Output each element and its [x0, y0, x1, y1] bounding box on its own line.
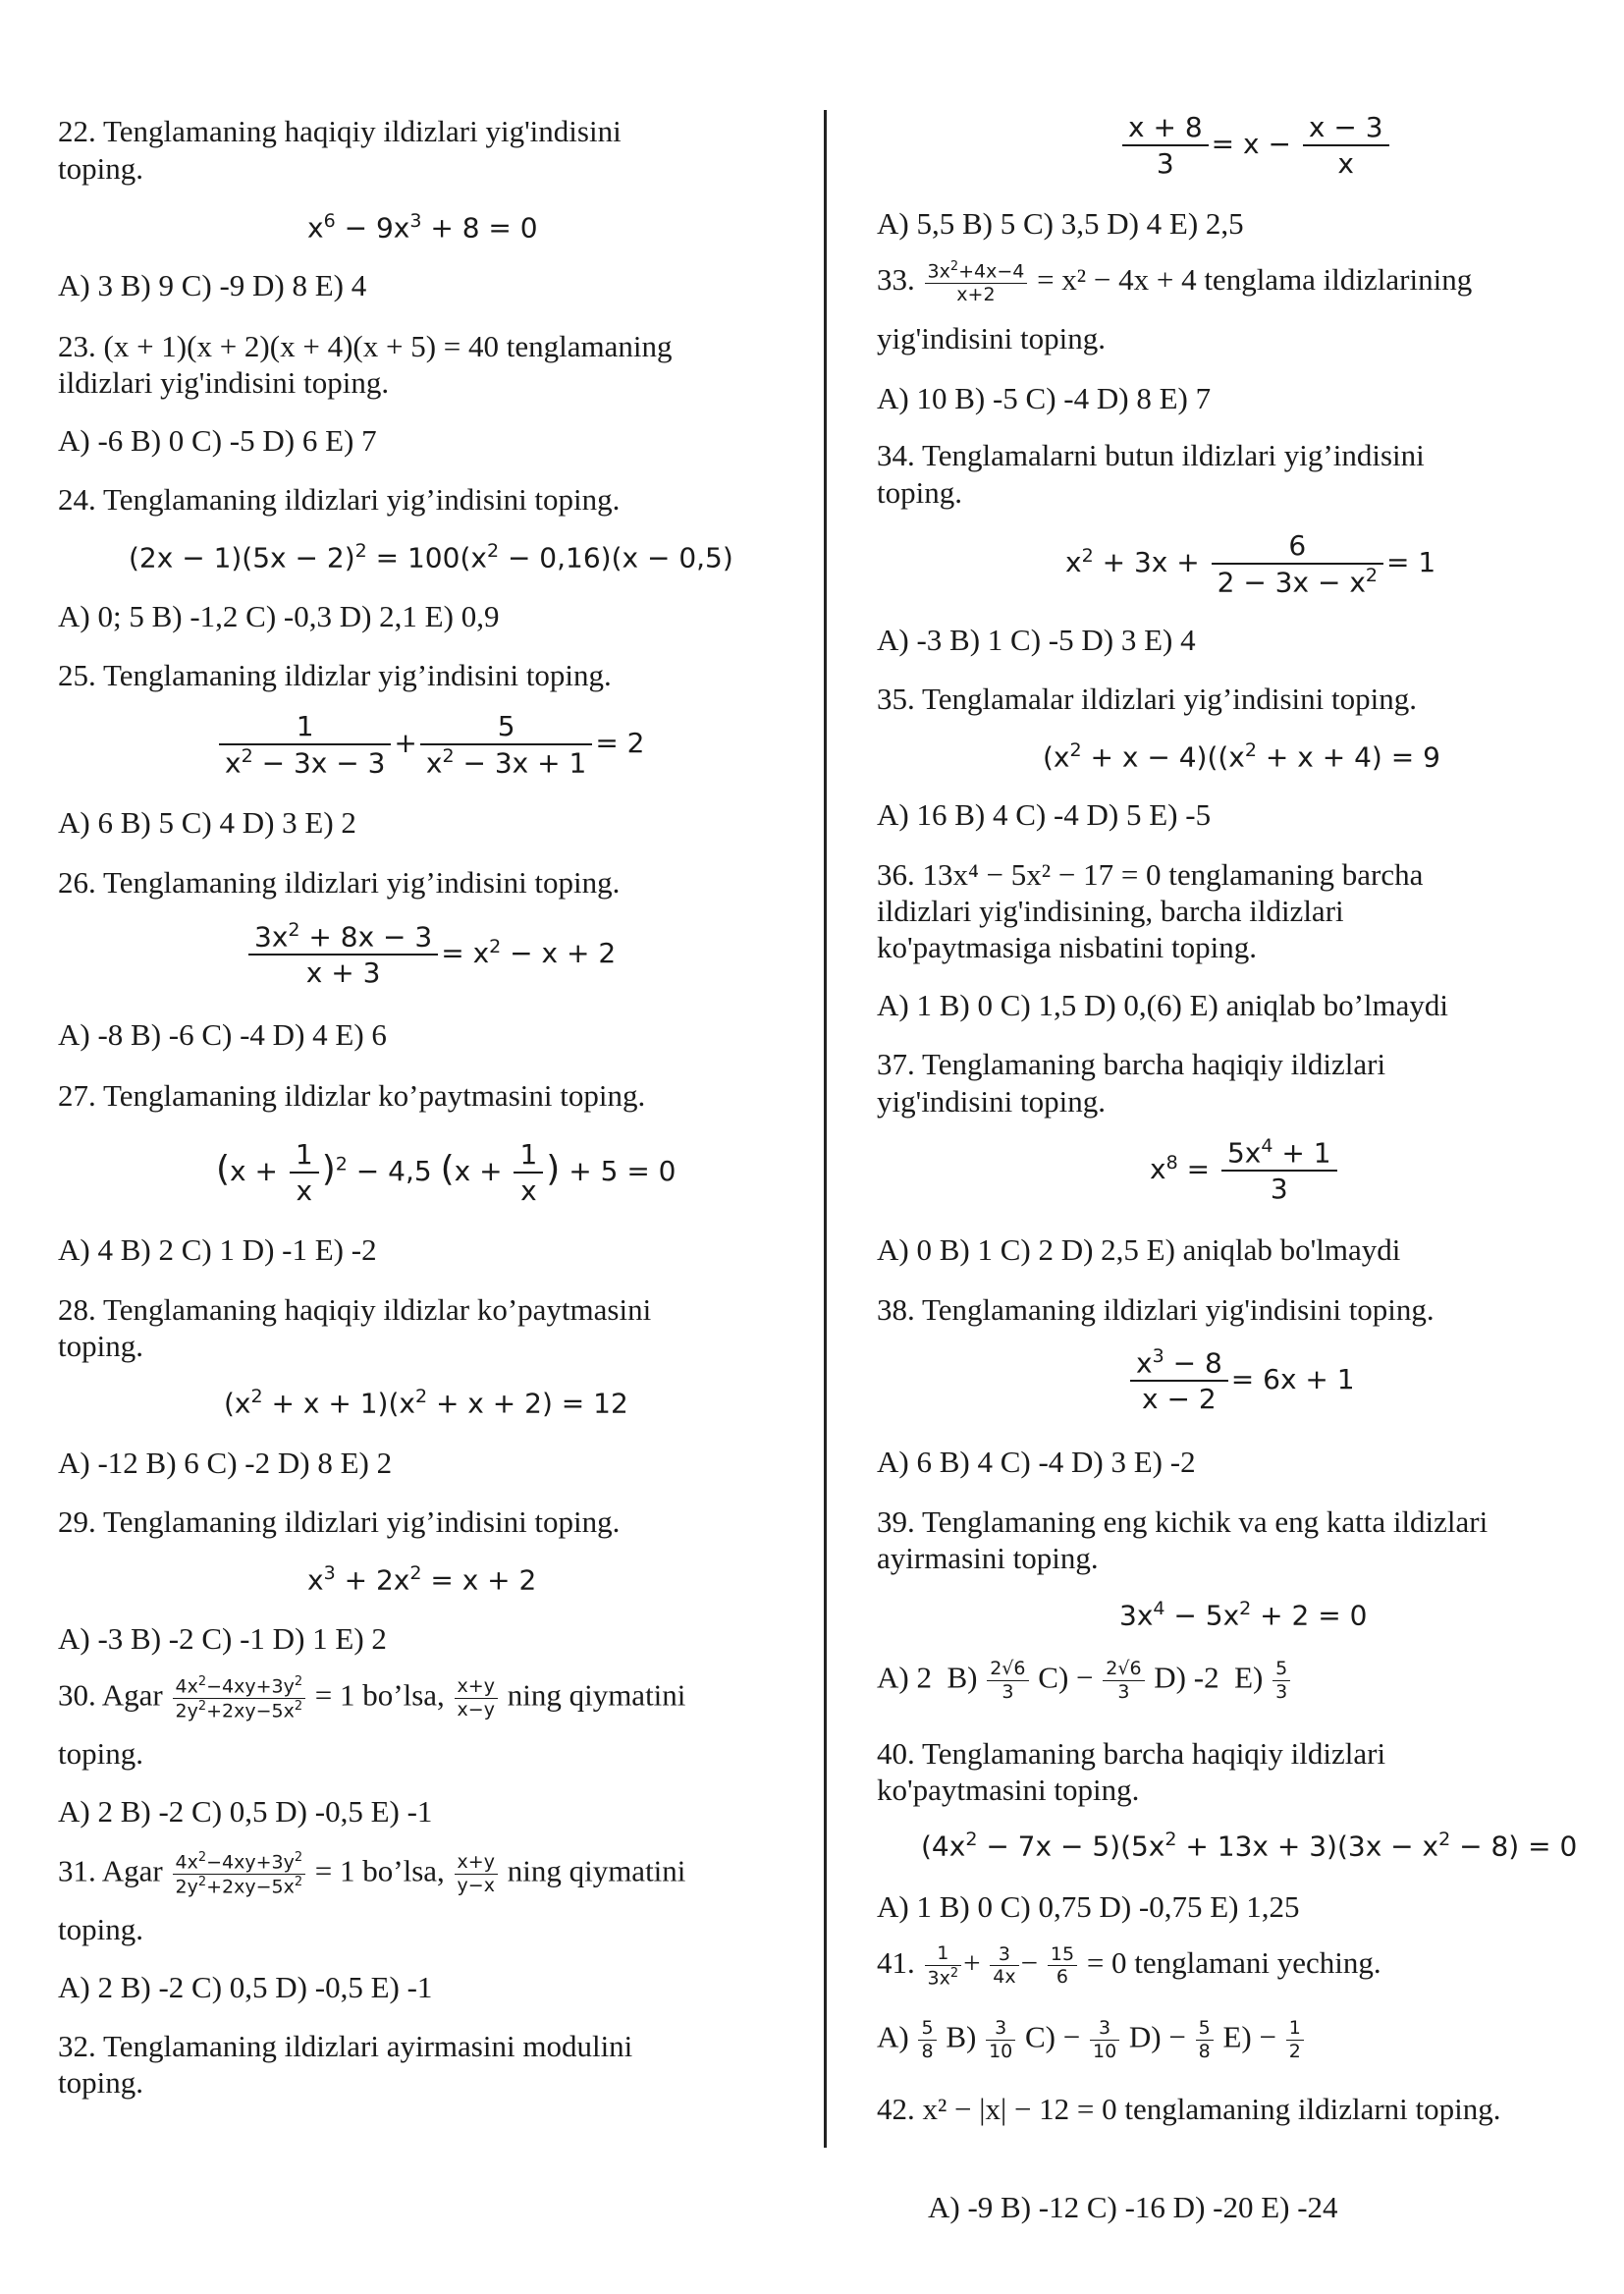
q39-equation: $3x^4 - 5x^2 + 2 = 0$ — [1119, 1598, 1368, 1632]
q23-answers: A) -6 B) 0 C) -5 D) 6 E) 7 — [58, 423, 377, 458]
q40-text-line1: 40. Tenglamaning barcha haqiqiy ildizlari — [877, 1736, 1386, 1771]
q22-answers: A) 3 B) 9 C) -9 D) 8 E) 4 — [58, 268, 367, 302]
q37-text-line2: yig'indisini toping. — [877, 1084, 1106, 1119]
q22-text-line2: toping. — [58, 151, 143, 186]
q27-text: 27. Tenglamaning ildizlar ko’paytmasini toping. — [58, 1078, 646, 1113]
q29-answers: A) -3 B) -2 C) -1 D) 1 E) 2 — [58, 1621, 387, 1656]
q28-equation: $(x^2 + x + 1)(x^2 + x + 2) = 12$ — [224, 1386, 628, 1420]
q37-text-line1: 37. Tenglamaning barcha haqiqiy ildizlari — [877, 1047, 1386, 1081]
q22-equation: $x^6 - 9x^3 + 8 = 0$ — [307, 210, 538, 245]
q30-line: 30. Agar $\frac{4x^2-4xy+3y^2}{2y^2+2xy-5x^2}$ = 1 bo’lsa, $\frac{x+y}{x-y}$ ning qiymatini — [58, 1674, 686, 1722]
q33-answers: A) 10 B) -5 C) -4 D) 8 E) 7 — [877, 381, 1212, 415]
q30-prefix: 30. Agar — [58, 1677, 163, 1713]
q27-answers: A) 4 B) 2 C) 1 D) -1 E) -2 — [58, 1232, 377, 1267]
q25-equation: $\frac{1}{x^2 - 3x - 3}$ + $\frac{5}{x^2 - 3x + 1}$ = 2 — [216, 709, 645, 780]
q22-text-line1: 22. Tenglamaning haqiqiy ildizlari yig'indisini — [58, 114, 622, 148]
q30-suffix: ning qiymatini — [507, 1677, 686, 1713]
q28-text-line1: 28. Tenglamaning haqiqiy ildizlar ko’paytmasini — [58, 1292, 652, 1327]
q38-answers: A) 6 B) 4 C) -4 D) 3 E) -2 — [877, 1445, 1196, 1479]
column-divider — [824, 110, 827, 2148]
q23-text-line2: ildizlari yig'indisini toping. — [58, 365, 390, 400]
q34-answers: A) -3 B) 1 C) -5 D) 3 E) 4 — [877, 623, 1196, 657]
q25-answers: A) 6 B) 5 C) 4 D) 3 E) 2 — [58, 805, 356, 840]
q38-text: 38. Tenglamaning ildizlari yig'indisini toping. — [877, 1292, 1435, 1327]
q31-prefix: 31. Agar — [58, 1853, 163, 1888]
q28-text-line2: toping. — [58, 1329, 143, 1363]
q41-line: 41. $\frac{1}{3x^2}$ + $\frac{3}{4x}$ − $\frac{15}{6}$ = 0 tenglamani yeching. — [877, 1942, 1381, 1990]
q32-equation: $\frac{x + 8}{3}$ = x − $\frac{x - 3}{x}$ — [1119, 110, 1392, 181]
q42-answers: A) -9 B) -12 C) -16 D) -20 E) -24 — [928, 2190, 1338, 2224]
q34-equation: $x^2 + 3x$ + $\frac{6}{2 - 3x - x^2}$ = 1 — [1065, 529, 1436, 599]
q24-equation: $(2x - 1)(5x - 2)^2 = 100(x^2 - 0,16)(x - 0,5)$ — [129, 540, 733, 574]
q33-suffix: = x² − 4x + 4 tenglama ildizlarining — [1037, 262, 1473, 298]
q37-equation: $x^8$ = $\frac{5x^4 + 1}{3}$ — [1150, 1135, 1340, 1206]
q31-suffix: ning qiymatini — [507, 1853, 686, 1888]
q36-text-line2: ildizlari yig'indisining, barcha ildizlari — [877, 894, 1344, 928]
q33-prefix: 33. — [877, 262, 915, 298]
q39-text-line2: ayirmasini toping. — [877, 1541, 1099, 1575]
q39-answers: A) 2 B) $\frac{2√6}{3}$ C) − $\frac{2√6}{3}$ D) -2 E) $\frac{5}{3}$ — [877, 1658, 1292, 1704]
q35-text: 35. Tenglamalar ildizlari yig’indisini toping. — [877, 682, 1417, 716]
q29-text: 29. Tenglamaning ildizlari yig’indisini toping. — [58, 1504, 621, 1539]
q24-answers: A) 0; 5 B) -1,2 C) -0,3 D) 2,1 E) 0,9 — [58, 599, 500, 633]
q33-text-line2: yig'indisini toping. — [877, 321, 1106, 355]
q40-equation: $(4x^2 - 7x - 5)(5x^2 + 13x + 3)(3x - x^2 - 8) = 0$ — [921, 1829, 1578, 1863]
q23-text-line1: 23. (x + 1)(x + 2)(x + 4)(x + 5) = 40 tenglamaning — [58, 329, 673, 363]
q35-equation: $(x^2 + x - 4)((x^2 + x + 4) = 9$ — [1043, 739, 1440, 774]
q39-text-line1: 39. Tenglamaning eng kichik va eng katta ildizlari — [877, 1504, 1489, 1539]
q26-answers: A) -8 B) -6 C) -4 D) 4 E) 6 — [58, 1017, 387, 1052]
q36-answers: A) 1 B) 0 C) 1,5 D) 0,(6) E) aniqlab bo’lmaydi — [877, 988, 1448, 1022]
q30-answers: A) 2 B) -2 C) 0,5 D) -0,5 E) -1 — [58, 1794, 433, 1829]
q41-prefix: 41. — [877, 1945, 915, 1981]
q37-answers: A) 0 B) 1 C) 2 D) 2,5 E) aniqlab bo'lmaydi — [877, 1232, 1401, 1267]
q31-middle: = 1 bo’lsa, — [314, 1853, 445, 1888]
q29-equation: $x^3 + 2x^2 = x + 2$ — [307, 1562, 537, 1597]
q31-text-line2: toping. — [58, 1912, 143, 1946]
q27-equation: (x + $\frac{1}{x}$ )$^2$ − 4,5 (x + $\frac{1}{x}$ ) + 5 = 0 — [216, 1138, 677, 1207]
q41-suffix: = 0 tenglamani yeching. — [1086, 1945, 1381, 1981]
q38-equation: $\frac{x^3 - 8}{x - 2}$ = 6x + 1 — [1127, 1345, 1355, 1416]
q30-middle: = 1 bo’lsa, — [314, 1677, 445, 1713]
q33-line: 33. $\frac{3x^2+4x-4}{x+2}$ = x² − 4x + 4 tenglama ildizlarining — [877, 259, 1473, 306]
q41-answers: A) $\frac{5}{8}$ B) $\frac{3}{10}$ C) − $\frac{3}{10}$ D) − $\frac{5}{8}$ E) − $\frac{1}{2}$ — [877, 2017, 1306, 2063]
q25-text: 25. Tenglamaning ildizlar yig’indisini toping. — [58, 658, 612, 692]
q36-text-line1: 36. 13x⁴ − 5x² − 17 = 0 tenglamaning barcha — [877, 857, 1424, 892]
q26-text: 26. Tenglamaning ildizlari yig’indisini toping. — [58, 865, 621, 900]
q32-answers: A) 5,5 B) 5 C) 3,5 D) 4 E) 2,5 — [877, 206, 1244, 241]
q40-text-line2: ko'paytmasini toping. — [877, 1773, 1140, 1807]
q30-text-line2: toping. — [58, 1736, 143, 1771]
q28-answers: A) -12 B) 6 C) -2 D) 8 E) 2 — [58, 1446, 393, 1480]
q31-answers: A) 2 B) -2 C) 0,5 D) -0,5 E) -1 — [58, 1970, 433, 2004]
q32-text-line1: 32. Tenglamaning ildizlari ayirmasini modulini — [58, 2029, 633, 2063]
q32-text-line2: toping. — [58, 2065, 143, 2100]
q24-text: 24. Tenglamaning ildizlari yig’indisini toping. — [58, 482, 621, 517]
q31-line: 31. Agar $\frac{4x^2-4xy+3y^2}{2y^2+2xy-5x^2}$ = 1 bo’lsa, $\frac{x+y}{y-x}$ ning qiymatini — [58, 1850, 686, 1898]
q26-equation: $\frac{3x^2 + 8x - 3}{x + 3}$ = $x^2 - x + 2$ — [245, 919, 616, 990]
q35-answers: A) 16 B) 4 C) -4 D) 5 E) -5 — [877, 797, 1212, 832]
q34-text-line1: 34. Tenglamalarni butun ildizlari yig’indisini — [877, 438, 1425, 472]
q34-text-line2: toping. — [877, 475, 962, 510]
q40-answers: A) 1 B) 0 C) 0,75 D) -0,75 E) 1,25 — [877, 1889, 1300, 1924]
q42-text: 42. x² − |x| − 12 = 0 tenglamaning ildizlarni toping. — [877, 2092, 1501, 2126]
q36-text-line3: ko'paytmasiga nisbatini toping. — [877, 930, 1258, 964]
